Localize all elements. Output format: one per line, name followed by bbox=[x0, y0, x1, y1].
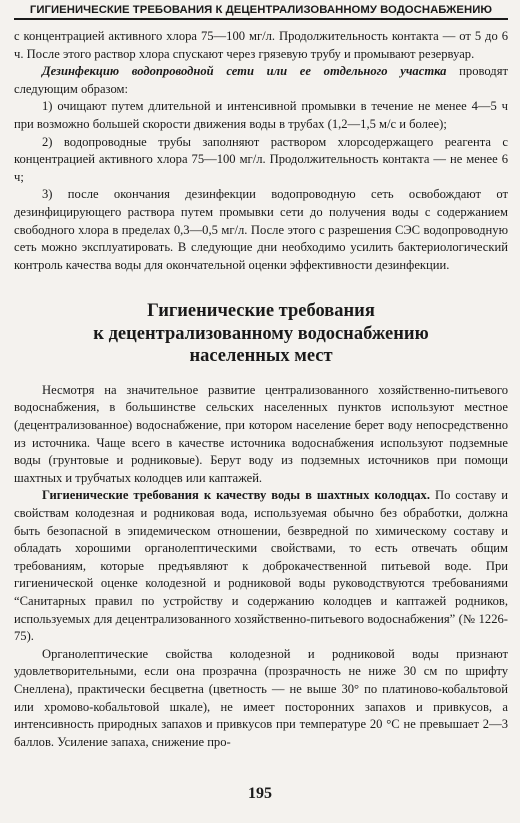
continued-paragraph: с концентрацией активного хлора 75—100 мг/л. Продолжительность контакта — от 5 до 6 ч. После этого раствор хлора спускают через грязевую трубу и промывают резервуар. bbox=[14, 29, 508, 61]
wells-paragraph bbox=[14, 487, 508, 645]
disinfection-intro-paragraph bbox=[14, 63, 508, 98]
section-heading bbox=[14, 300, 508, 368]
wells-text: По составу и свойствам колодезная и родниковая вода, используемая обычно без обработки, должна быть безопасной в эпидемическом отношении, безвредной по химическому составу и обладать хорошими органолептическими свойствами, то есть отвечать общим требованиям, которые предъявляют к доброкачественной питьевой воде. При гигиенической оценке колодезной и родниковой воды руководствуются требованиями “Санитарных правил по устройству и содержанию колодцев и каптажей родников, используемых для децентрализованного хозяйственно-питьевого водоснабжения” (№ 1226-75). bbox=[14, 488, 508, 644]
step-2: 2) водопроводные трубы заполняют раствором хлорсодержащего реагента с концентрацией активного хлора 75—100 мг/л. Продолжительность контакта — не менее 6 ч; bbox=[14, 134, 508, 184]
section-heading-line-3: населенных мест bbox=[189, 346, 333, 367]
wells-runin-heading: Гигиенические требования к качеству воды в шахтных колодцах. bbox=[42, 488, 431, 503]
intro-paragraph: Несмотря на значительное развитие централизованного хозяйственно-питьевого водоснабжения, в большинстве сельских населенных пунктов используют местное (децентрализованное) водоснабжение, при котором население берет воду непосредственно из источника. Чаще всего в качестве источника водоснабжения используют подземные воды (грунтовые и родниковые). Берут воду из подземных источников при помощи шахтных и трубчатых колодцев или каптажей. bbox=[14, 382, 508, 485]
organoleptic-paragraph: Органолептические свойства колодезной и родниковой воды признают удовлетворительными, если она прозрачна (прозрачность не ниже 30 см по шрифту Снеллена), практически бесцветна (цветность — не выше 30° по платиново-кобальтовой или хромово-кобальтовой шкале), не имеет посторонних запахов и привкусов, а интенсивность природных запахов и привкусов при температуре 20 °С не превышает 2—3 баллов. Усиление запаха, снижение про- bbox=[14, 646, 508, 749]
page-body bbox=[14, 28, 508, 751]
book-page bbox=[0, 4, 520, 823]
section-heading-line-1: Гигиенические требования bbox=[147, 301, 375, 322]
page-number: 195 bbox=[248, 785, 272, 802]
step-3: 3) после окончания дезинфекции водопроводную сеть освобождают от дезинфицирующего раствора путем промывки сети до получения воды с содержанием свободного хлора в пределах 0,3—0,5 мг/л. После этого с разрешения СЭС водопроводную сеть можно эксплуатировать. В следующие дни необходимо усилить бактериологический контроль качества воды для окончательной оценки эффективности дезинфекции. bbox=[14, 187, 508, 272]
step-1: 1) очищают путем длительной и интенсивной промывки в течение не менее 4—5 ч при возможно большей скорости движения воды в трубах (1,2—1,5 м/с и более); bbox=[14, 99, 508, 131]
disinfection-lead: Дезинфекцию водопроводной сети или ее отдельного участка bbox=[42, 64, 447, 79]
disinfection-rest: проводят следующим образом: bbox=[14, 64, 508, 96]
section-heading-line-2: к децентрализованному водоснабжению bbox=[93, 323, 429, 344]
running-head: ГИГИЕНИЧЕСКИЕ ТРЕБОВАНИЯ К ДЕЦЕНТРАЛИЗОВАННОМУ ВОДОСНАБЖЕНИЮ bbox=[14, 4, 508, 20]
